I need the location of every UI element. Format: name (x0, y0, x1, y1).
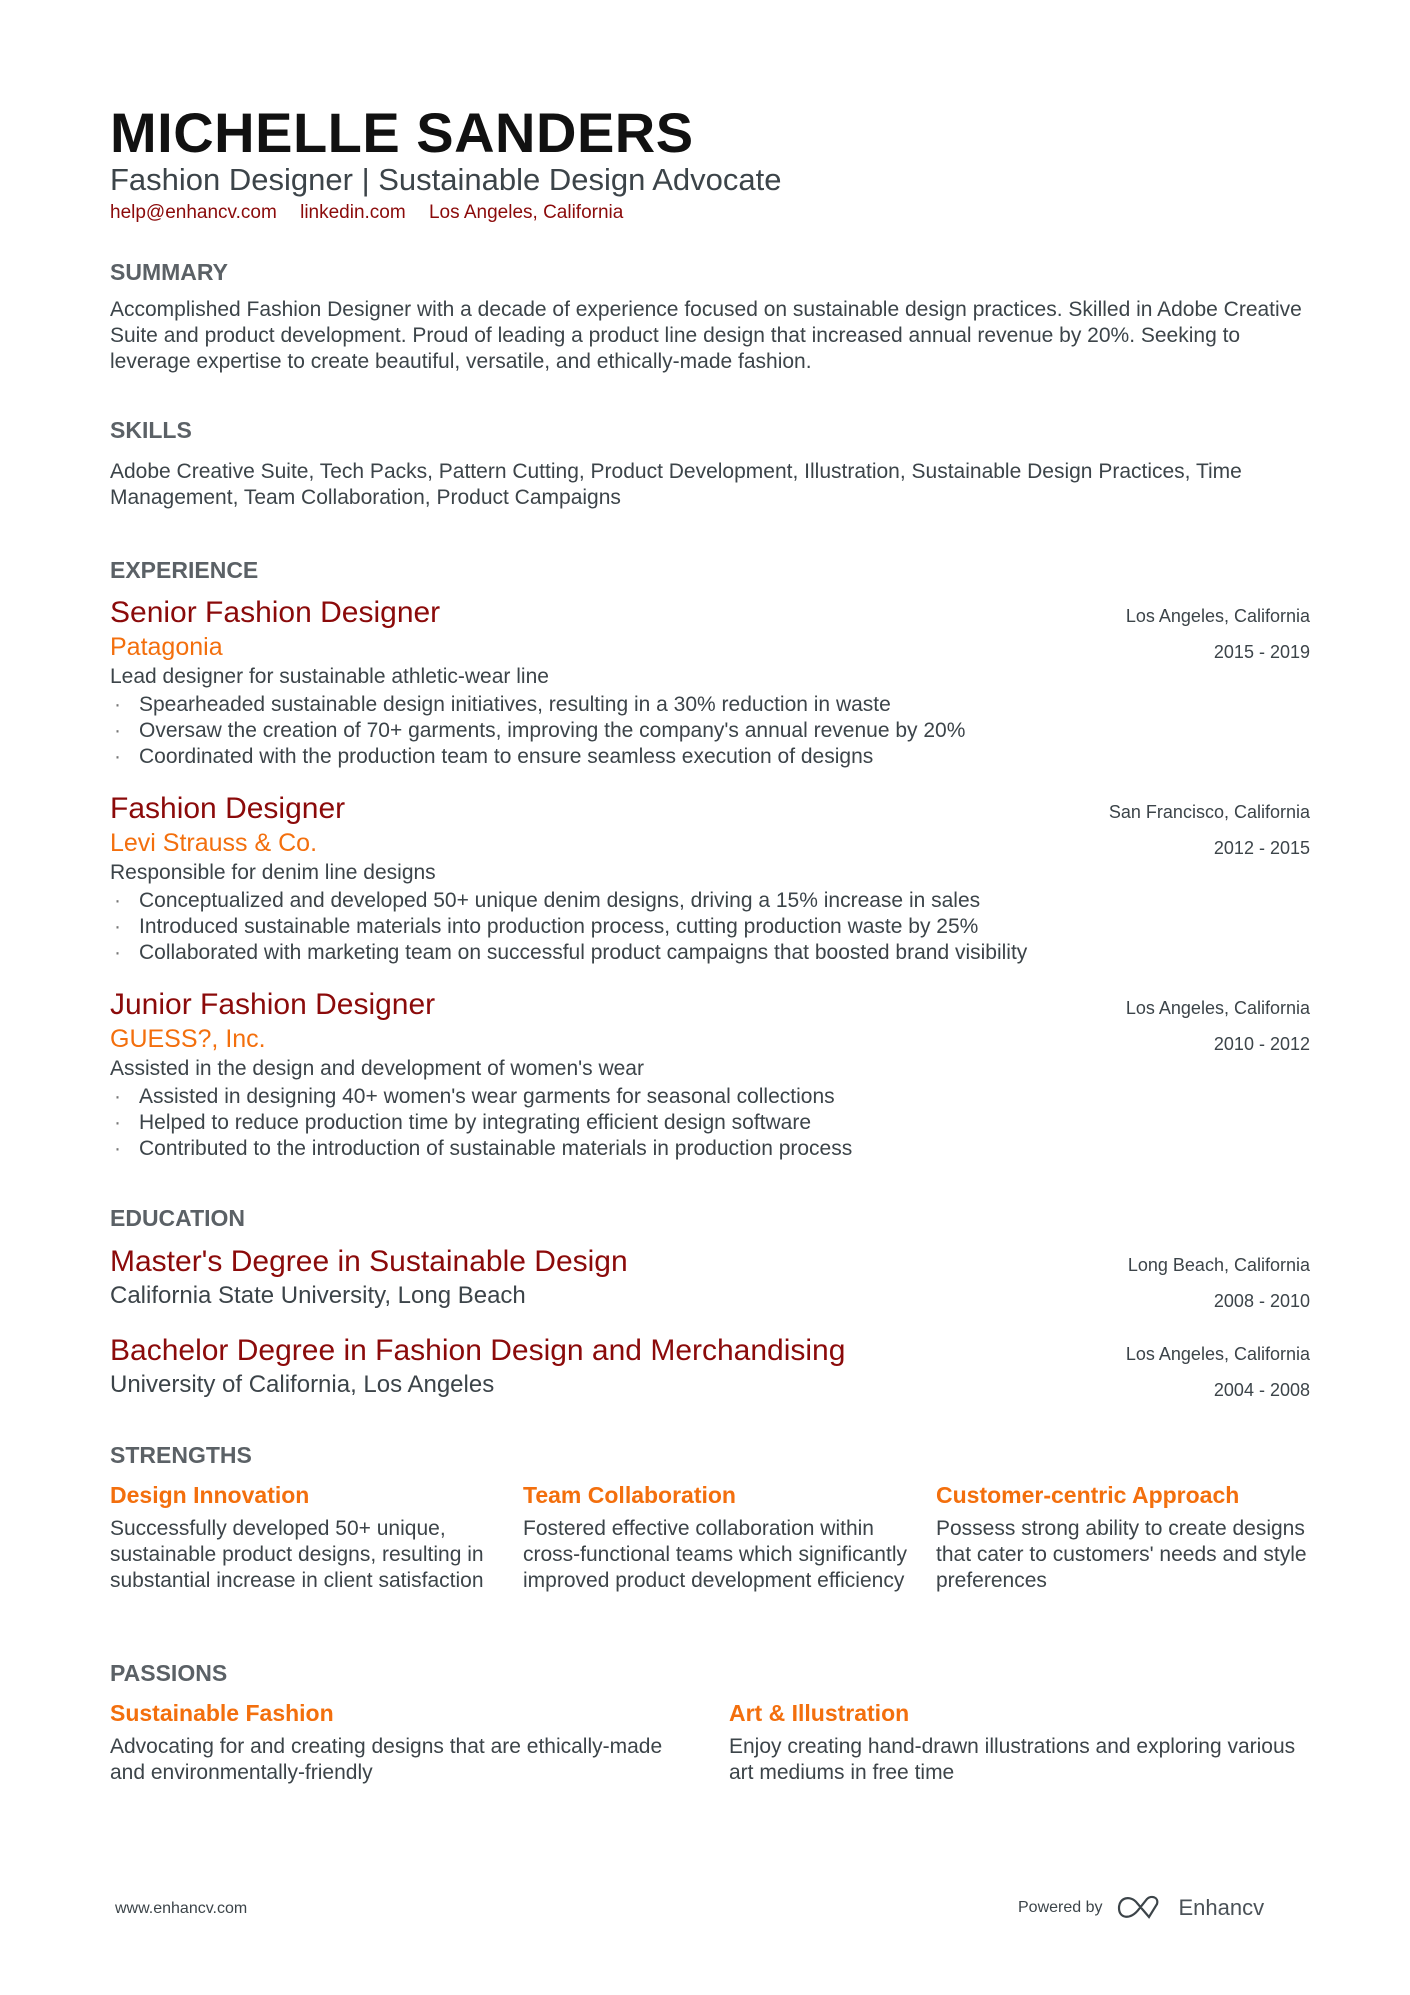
passions-heading: PASSIONS (110, 1660, 228, 1686)
skills-text: Adobe Creative Suite, Tech Packs, Pattern Cutting, Product Development, Illustration, Sustainable Design Practices, Time Management, Team Collaboration, Product Campaigns (110, 460, 1242, 509)
degree: Master's Degree in Sustainable Design (110, 1245, 628, 1278)
job-location: Los Angeles, California (1125, 606, 1310, 626)
edu-dates: 2004 - 2008 (1213, 1380, 1310, 1400)
candidate-name: MICHELLE SANDERS (110, 101, 694, 164)
company: Levi Strauss & Co. (110, 829, 318, 857)
passion-text: Advocating for and creating designs that are ethically-made and environmentally-friendly (110, 1735, 663, 1784)
enhancv-logo-icon (1117, 1895, 1165, 1921)
bullet: · Contributed to the introduction of sustainable materials in production process (110, 1136, 1310, 1162)
passion-title: Art & Illustration (729, 1700, 910, 1726)
bullet: · Oversaw the creation of 70+ garments, improving the company's annual revenue by 20% (110, 718, 1310, 744)
experience-item (110, 790, 1310, 966)
strengths-heading: STRENGTHS (110, 1442, 252, 1468)
strength-text: Fostered effective collaboration within cross-functional teams which significantly improved product development efficiency (523, 1517, 907, 1592)
location: Los Angeles, California (428, 202, 624, 223)
education-item (110, 1243, 1310, 1311)
job-description: Assisted in the design and development of women's wear (110, 1057, 644, 1080)
bullet: · Helped to reduce production time by integrating efficient design software (110, 1110, 1310, 1136)
bullet: · Spearheaded sustainable design initiatives, resulting in a 30% reduction in waste (110, 692, 1310, 718)
email-link[interactable]: help@enhancv.com (110, 202, 277, 223)
job-dates: 2010 - 2012 (1213, 1034, 1310, 1054)
edu-location: Long Beach, California (1127, 1255, 1310, 1275)
website-link[interactable]: www.enhancv.com (115, 1900, 248, 1917)
bullet: · Coordinated with the production team to ensure seamless execution of designs (110, 744, 1310, 770)
job-title: Senior Fashion Designer (110, 596, 441, 629)
job-location: Los Angeles, California (1125, 998, 1310, 1018)
edu-location: Los Angeles, California (1125, 1344, 1310, 1364)
bullet: · Collaborated with marketing team on successful product campaigns that boosted brand visibility (110, 940, 1310, 966)
bullet: · Assisted in designing 40+ women's wear garments for seasonal collections (110, 1084, 1310, 1110)
powered-by-label: Powered by (1018, 1899, 1103, 1916)
job-location: San Francisco, California (1108, 802, 1310, 822)
job-dates: 2015 - 2019 (1213, 642, 1310, 662)
passion-title: Sustainable Fashion (110, 1700, 334, 1726)
skills-heading: SKILLS (110, 417, 192, 443)
degree: Bachelor Degree in Fashion Design and Merchandising (110, 1334, 846, 1367)
education-heading: EDUCATION (110, 1205, 246, 1231)
linkedin-link[interactable]: linkedin.com (300, 202, 406, 223)
strength-item (110, 1480, 523, 1594)
contact-info (110, 202, 1310, 224)
school: California State University, Long Beach (110, 1282, 526, 1309)
edu-dates: 2008 - 2010 (1213, 1291, 1310, 1311)
job-description: Lead designer for sustainable athletic-wear line (110, 665, 549, 688)
bullet: · Introduced sustainable materials into production process, cutting production waste by 25% (110, 914, 1310, 940)
strength-title: Customer-centric Approach (936, 1482, 1240, 1508)
strength-text: Successfully developed 50+ unique, sustainable product designs, resulting in substantial increase in client satisfaction (110, 1517, 484, 1592)
summary-heading: SUMMARY (110, 259, 228, 285)
education-item (110, 1332, 1310, 1400)
experience-item (110, 986, 1310, 1162)
job-description: Responsible for denim line designs (110, 861, 436, 884)
strength-item (936, 1480, 1310, 1594)
job-title: Fashion Designer (110, 792, 346, 825)
passion-item (729, 1698, 1310, 1786)
bullet: · Conceptualized and developed 50+ unique denim designs, driving a 15% increase in sales (110, 888, 1310, 914)
passion-text: Enjoy creating hand-drawn illustrations and exploring various art mediums in free time (729, 1735, 1296, 1784)
powered-by (1018, 1895, 1264, 1921)
experience-heading: EXPERIENCE (110, 557, 259, 583)
company: GUESS?, Inc. (110, 1025, 266, 1053)
job-title: Junior Fashion Designer (110, 988, 436, 1021)
experience-item (110, 594, 1310, 770)
company: Patagonia (110, 633, 223, 661)
strength-title: Team Collaboration (523, 1482, 736, 1508)
strength-title: Design Innovation (110, 1482, 310, 1508)
strength-text: Possess strong ability to create designs that cater to customers' needs and style preferences (936, 1517, 1307, 1592)
strength-item (523, 1480, 936, 1594)
summary-text: Accomplished Fashion Designer with a decade of experience focused on sustainable design practices. Skilled in Adobe Creative Suite and product development. Proud of leading a product line design that increased annual revenue by 20%. Seeking to leverage expertise to create beautiful, versatile, and ethically-made fashion. (110, 298, 1302, 373)
candidate-title: Fashion Designer | Sustainable Design Advocate (110, 162, 782, 197)
job-dates: 2012 - 2015 (1213, 838, 1310, 858)
passion-item (110, 1698, 729, 1786)
brand-name: Enhancv (1178, 1895, 1265, 1920)
school: University of California, Los Angeles (110, 1371, 495, 1398)
